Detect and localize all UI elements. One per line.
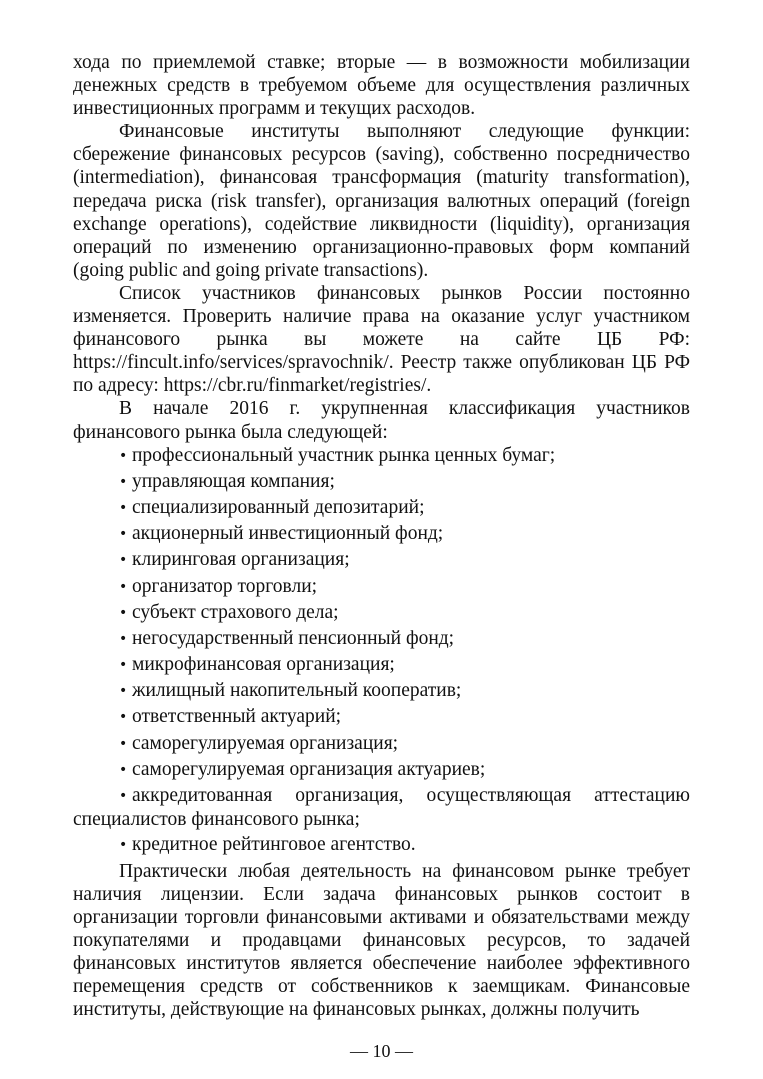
list-item: • клиринговая организация; xyxy=(73,548,690,572)
bullet-icon: • xyxy=(119,837,128,854)
paragraph-1: хода по приемлемой ставке; вторые — в возможности мобилизации денежных средств в требуемом объеме для осуществления различных инвестиционных программ и текущих расходов. xyxy=(73,52,690,120)
bullet-icon: • xyxy=(119,447,128,464)
bullet-icon: • xyxy=(119,473,128,490)
list-item: • профессиональный участник рынка ценных бумаг; xyxy=(73,444,690,468)
bullet-icon: • xyxy=(119,657,128,674)
list-item: • саморегулируемая организация актуариев; xyxy=(73,758,690,782)
list-item: • жилищный накопительный кооператив; xyxy=(73,679,690,703)
bullet-icon: • xyxy=(119,761,128,778)
bullet-icon: • xyxy=(119,552,128,569)
bullet-icon: • xyxy=(119,709,128,726)
page-body xyxy=(73,51,690,1021)
bullet-icon: • xyxy=(119,735,128,752)
list-item: • субъект страхового дела; xyxy=(73,601,690,625)
paragraph-5: Практически любая деятельность на финансовом рынке требует наличия лицензии. Если задача финансовых рынков состоит в организации торговли финансовыми активами и обязательствами между покупателями и продавцами финансовых ресурсов, то задачей финансовых институтов является обеспечение наиболее эффективного перемещения средств от собственников к заемщикам. Финансовые институты, действующие на финансовых рынках, должны получить xyxy=(73,860,690,1021)
page-number: — 10 — xyxy=(350,1041,413,1061)
list-item: • саморегулируемая организация; xyxy=(73,732,690,756)
list-item: • аккредитованная организация, осуществляющая аттестацию специалистов финансового рынка; xyxy=(73,785,690,831)
list-item: • кредитное рейтинговое агентство. xyxy=(73,833,690,857)
list-item: • ответственный актуарий; xyxy=(73,705,690,729)
bullet-icon: • xyxy=(119,604,128,621)
bullet-icon: • xyxy=(119,788,128,805)
paragraph-4: В начале 2016 г. укрупненная классификация участников финансового рынка была следующей: xyxy=(73,398,690,443)
paragraph-2: Финансовые институты выполняют следующие функции: сбережение финансовых ресурсов (saving), собственно посредничество (intermediation), финансовая трансформация (maturity transformation), передача риска (risk transfer), организация валютных операций (foreign exchange operations), содействие ликвидности (liquidity), организация операций по изменению организационно-правовых форм компаний (going public and going private transactions). xyxy=(73,121,690,281)
bullet-icon: • xyxy=(119,526,128,543)
bullet-icon: • xyxy=(119,630,128,647)
list-item: • негосударственный пенсионный фонд; xyxy=(73,627,690,651)
bullet-icon: • xyxy=(119,683,128,700)
list-item: • специализированный депозитарий; xyxy=(73,496,690,520)
list-item: • управляющая компания; xyxy=(73,470,690,494)
participants-list xyxy=(73,444,690,858)
bullet-icon: • xyxy=(119,578,128,595)
list-item: • акционерный инвестиционный фонд; xyxy=(73,522,690,546)
list-item: • микрофинансовая организация; xyxy=(73,653,690,677)
list-item: • организатор торговли; xyxy=(73,575,690,599)
bullet-icon: • xyxy=(119,499,128,516)
paragraph-3: Список участников финансовых рынков России постоянно изменяется. Проверить наличие права на оказание услуг участником финансового рынка вы можете на сайте ЦБ РФ: https://fincult.info/services/spravochnik/. Реестр также опубликован ЦБ РФ по адресу: https://cbr.ru/finmarket/registries/. xyxy=(73,282,690,397)
